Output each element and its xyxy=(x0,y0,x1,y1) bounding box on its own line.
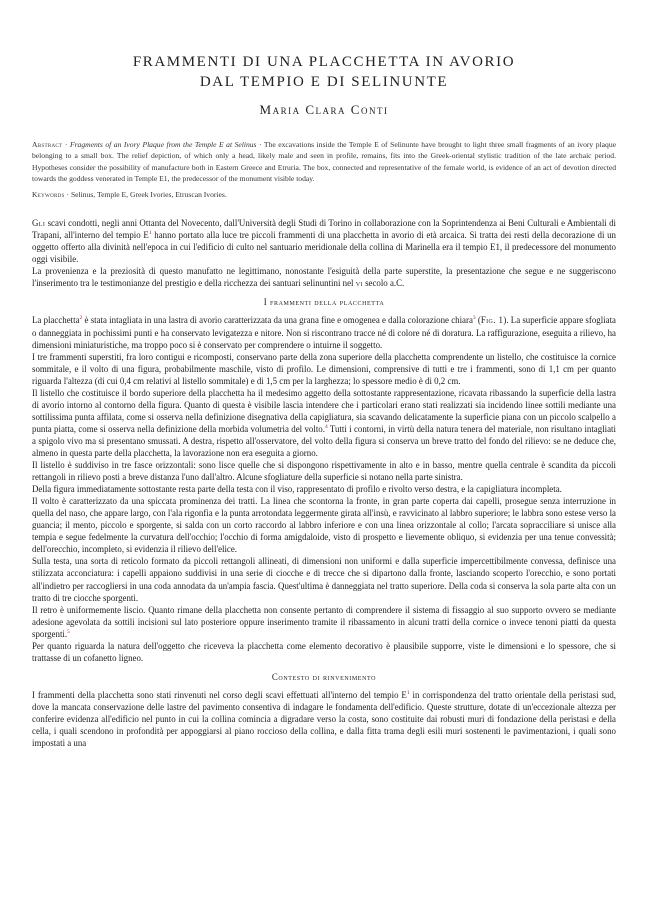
article-author: Maria Clara Conti xyxy=(259,102,389,117)
keywords-text: · Selinus, Temple E, Greek Ivories, Etruscan Ivories. xyxy=(66,190,227,200)
intro-p2-text-a: La provenienza e la preziosità di questo manufatto ne legittimano, nonostante l'esiguità della parte superstite, la presentazione che segue e ne suggeriscono l'inserimento tra le testimonianze del prestigio e della ricchezza dei santuari selinuntini nel xyxy=(32,266,616,289)
section1-paragraph-2: I tre frammenti superstiti, fra loro contigui e ricomposti, conservano parte della zona superiore della placchetta comprendente un listello, che costituisce la cornice sommitale, e il volto di una figura, probabilmente maschile, visto di profilo. Le dimensioni, comprensive di tutti e tre i frammenti, sono di 1,1 cm per quanto riguarda l'altezza (di cui 0,4 cm relativi al listello sommitale) e di 1,5 cm per la larghezza; lo spessore medio è di 0,2 cm. xyxy=(32,351,616,386)
title-line-2: DAL TEMPIO E DI SELINUNTE xyxy=(199,74,449,90)
abstract-text: · The excavations inside the Temple E of Selinunte have brought to light three small fragments of an ivory plaque belonging to a small box. The relief depiction, of which only a head, likely male and seen in profile, remains, fits into the Greek-oriental stylistic tradition of the late archaic period. Hypotheses consider the possibility of manufacture both in Eastern Greece and Etruria. The box, connected and representative of the female world, is evidence of an act of devotion directed towards the goddess venerated in Temple E1, the predecessor of the monument visible today. xyxy=(32,140,616,183)
intro-lead-word: Gli xyxy=(32,218,46,229)
footnote-ref[interactable]: 4 xyxy=(324,423,328,430)
s1-p3-text-b: Tutti i contorni, in virtù della natura tenera del materiale, non risultano intagliati a spigolo vivo ma si presentano smussati. A destra, rispetto all'osservatore, del volto della figura si conserva un breve tratto del fondo del rilievo: se ne deduce che, almeno in questa parte della placchetta, la lavorazione non era eseguita a giorno. xyxy=(32,423,616,458)
footnote-ref[interactable]: 1 xyxy=(148,230,152,237)
section1-paragraph-5: Della figura immediatamente sottostante resta parte della testa con il viso, rappresentato di profilo e rivolto verso destra, e la capigliatura incompleta. xyxy=(32,484,562,495)
s2-p1-text-b: in corrispondenza del tratto orientale della peristasi sud, dove la mancata conservazione delle lastre del pavimento consentiva di indagare le fondamenta dell'edificio. Queste strutture, dotate di un'eccezionale altezza per conferire evidenza all'edificio nel punto in cui la collina comincia a digradare verso la costa, sono costituite dai robusti muri di fondazione della peristasi e della cella, i quali scendono in profondità per appoggiarsi al piano roccioso della collina, e dalla fitta trama degli esili muri sostenenti le pavimentazioni, i quali sono impostati a una xyxy=(32,689,617,749)
section1-paragraph-6: Il volto è caratterizzato da una spiccata prominenza dei tratti. La linea che scontorna la fronte, in gran parte coperta dai capelli, prosegue senza interruzione in quella del naso, che appare largo, con l'ala rigonfia e la punta arrotondata leggermente girata all'insù, e ravvicinato al labbro superiore; le labbra sono estese verso la guancia; il mento, piccolo e sporgente, si salda con un corto raccordo al labbro inferiore e con una linea orizzontale al collo; l'arcata sopracciliare si unisce alla tempia e segue fedelmente la curvatura dell'occhio; l'occhio di forma amigdaloide, visto di prospetto e lievemente obliquo, si evidenzia per una tenue convessità; dell'orecchio, incompleto, si evidenzia il rilievo dell'elice. xyxy=(32,496,616,555)
section1-paragraph-4: Il listello è suddiviso in tre fasce orizzontali: sono lisce quelle che si dispongono rispettivamente in alto e in basso, mentre quella centrale è scandita da piccoli rettangoli in rilievo posti a breve distanza l'uno dall'altro. Alcune sfogliature della superficie si notano nella parte sinistra. xyxy=(32,460,616,483)
s1-p8-text-a: Il retro è uniformemente liscio. Quanto rimane della placchetta non consente pertanto di comprendere il sistema di fissaggio al suo supporto ovvero se mediante adesione agevolata da sottili incisioni sul lato posteriore oppure inserimento tramite il ribassamento in alcuni tratti della cornice o invece tenoni piatti da questa sporgenti. xyxy=(32,604,616,639)
intro-paragraph-2 xyxy=(32,265,616,289)
keywords-label: Keywords xyxy=(32,190,65,200)
article-page xyxy=(32,0,616,749)
article-body xyxy=(32,217,616,749)
abstract-label: Abstract xyxy=(32,140,63,149)
abstract-separator: · xyxy=(62,140,70,149)
section1-paragraph-8 xyxy=(32,604,616,640)
s1-p3-text-a: Il listello che costituisce il bordo superiore della placchetta ha il medesimo aggetto della sottostante rappresentazione, ricavata ribassando la superficie della lastra di avorio intorno al contorno della figura. Quanto di questa è visibile lascia intendere che i particolari erano stati realizzati sia incidendo linee sottili mediante una sottilissima punta affilata, come si osserva nella definizione disegnativa della capigliatura, sia scavando delicatamente la superficie piana con un piccolo scalpello a punta piatta, come si osserva nella definizione della morbida volumetria del volto. xyxy=(32,387,616,434)
section1-paragraph-1 xyxy=(32,314,616,350)
footnote-ref[interactable]: 3 xyxy=(472,315,476,322)
s1-p1-text-d: ). La superficie appare sfogliata o danneggiata in pochissimi punti e ha conservato levigatezza e nitore. Non si riscontrano tracce né di colore né di doratura. La raffigurazione, eseguita a rilievo, ha dimensioni miniaturistiche, ma troppo poco si è conservato per comprendere o intuirne il soggetto. xyxy=(32,315,616,350)
keywords xyxy=(32,189,616,200)
intro-p1-text-a: scavi condotti, negli anni Ottanta del Novecento, dall'Università degli Studi di Torino in collaborazione con la Soprintendenza ai Beni Culturali e Ambientali di Trapani, all'interno del tempio E xyxy=(32,218,616,241)
section-heading-contesto: Contesto di rinvenimento xyxy=(271,671,377,682)
s2-p1-text-a: I frammenti della placchetta sono stati rinvenuti nel corso degli scavi effettuati all'interno del tempio E xyxy=(32,689,407,700)
section1-paragraph-3 xyxy=(32,387,616,459)
article-title xyxy=(32,52,616,92)
section1-paragraph-9: Per quanto riguarda la natura dell'oggetto che riceveva la placchetta come elemento decorativo è plausibile supporre, viste le dimensioni e lo spessore, che si trattasse di un cofanetto ligneo. xyxy=(32,640,616,663)
intro-century: vi xyxy=(355,278,363,289)
s1-p1-text-c: ( xyxy=(475,315,481,326)
footnote-ref[interactable]: 5 xyxy=(67,628,70,635)
s1-p1-text-b: è stata intagliata in una lastra di avorio caratterizzata da una grana fine e omogenea e dalla colorazione chiara xyxy=(82,315,473,326)
intro-p2-text-b: secolo a.C. xyxy=(362,278,405,289)
abstract-paper-title: Fragments of an Ivory Plaque from the Temple E at Selinus xyxy=(69,140,257,149)
section1-paragraph-7: Sulla testa, una sorta di reticolo formato da piccoli rettangoli allineati, di dimensioni non uniformi e dalla superficie impercettibilmente convessa, definisce una stilizzata acconciatura: i capelli appaiono suddivisi in una serie di ciocche e di trecce che si dipartono dalla fronte, lasciando scoperto l'orecchio, e sono portati all'indietro per raccogliersi in una coda annodata da un'ampia fascia. Quest'ultima è danneggiata nel tratto superiore. Della coda si conserva la sola parte alta con un tratto di tre ciocche sporgenti. xyxy=(32,556,616,603)
section2-paragraph-1 xyxy=(32,689,616,749)
footnote-ref[interactable]: 2 xyxy=(79,315,83,322)
section-heading-frammenti: I frammenti della placchetta xyxy=(263,297,385,308)
footnote-ref[interactable]: 1 xyxy=(406,689,410,696)
intro-paragraph-1 xyxy=(32,217,616,265)
s1-p1-text-a: La placchetta xyxy=(32,315,80,326)
figure-reference[interactable]: Fig. 1 xyxy=(480,315,504,326)
abstract xyxy=(32,139,616,184)
title-line-1: FRAMMENTI DI UNA PLACCHETTA IN AVORIO xyxy=(132,54,516,70)
intro-p1-text-b: hanno portato alla luce tre piccoli frammenti di una placchetta in avorio di età arcaica. Si tratta dei resti della decorazione di un oggetto offerto alla divinità nell'epoca in cui l'edificio di culto nel santuario meridionale della collina di Marinella era il tempio E1, il predecessore del monumento oggi visibile. xyxy=(32,230,616,265)
